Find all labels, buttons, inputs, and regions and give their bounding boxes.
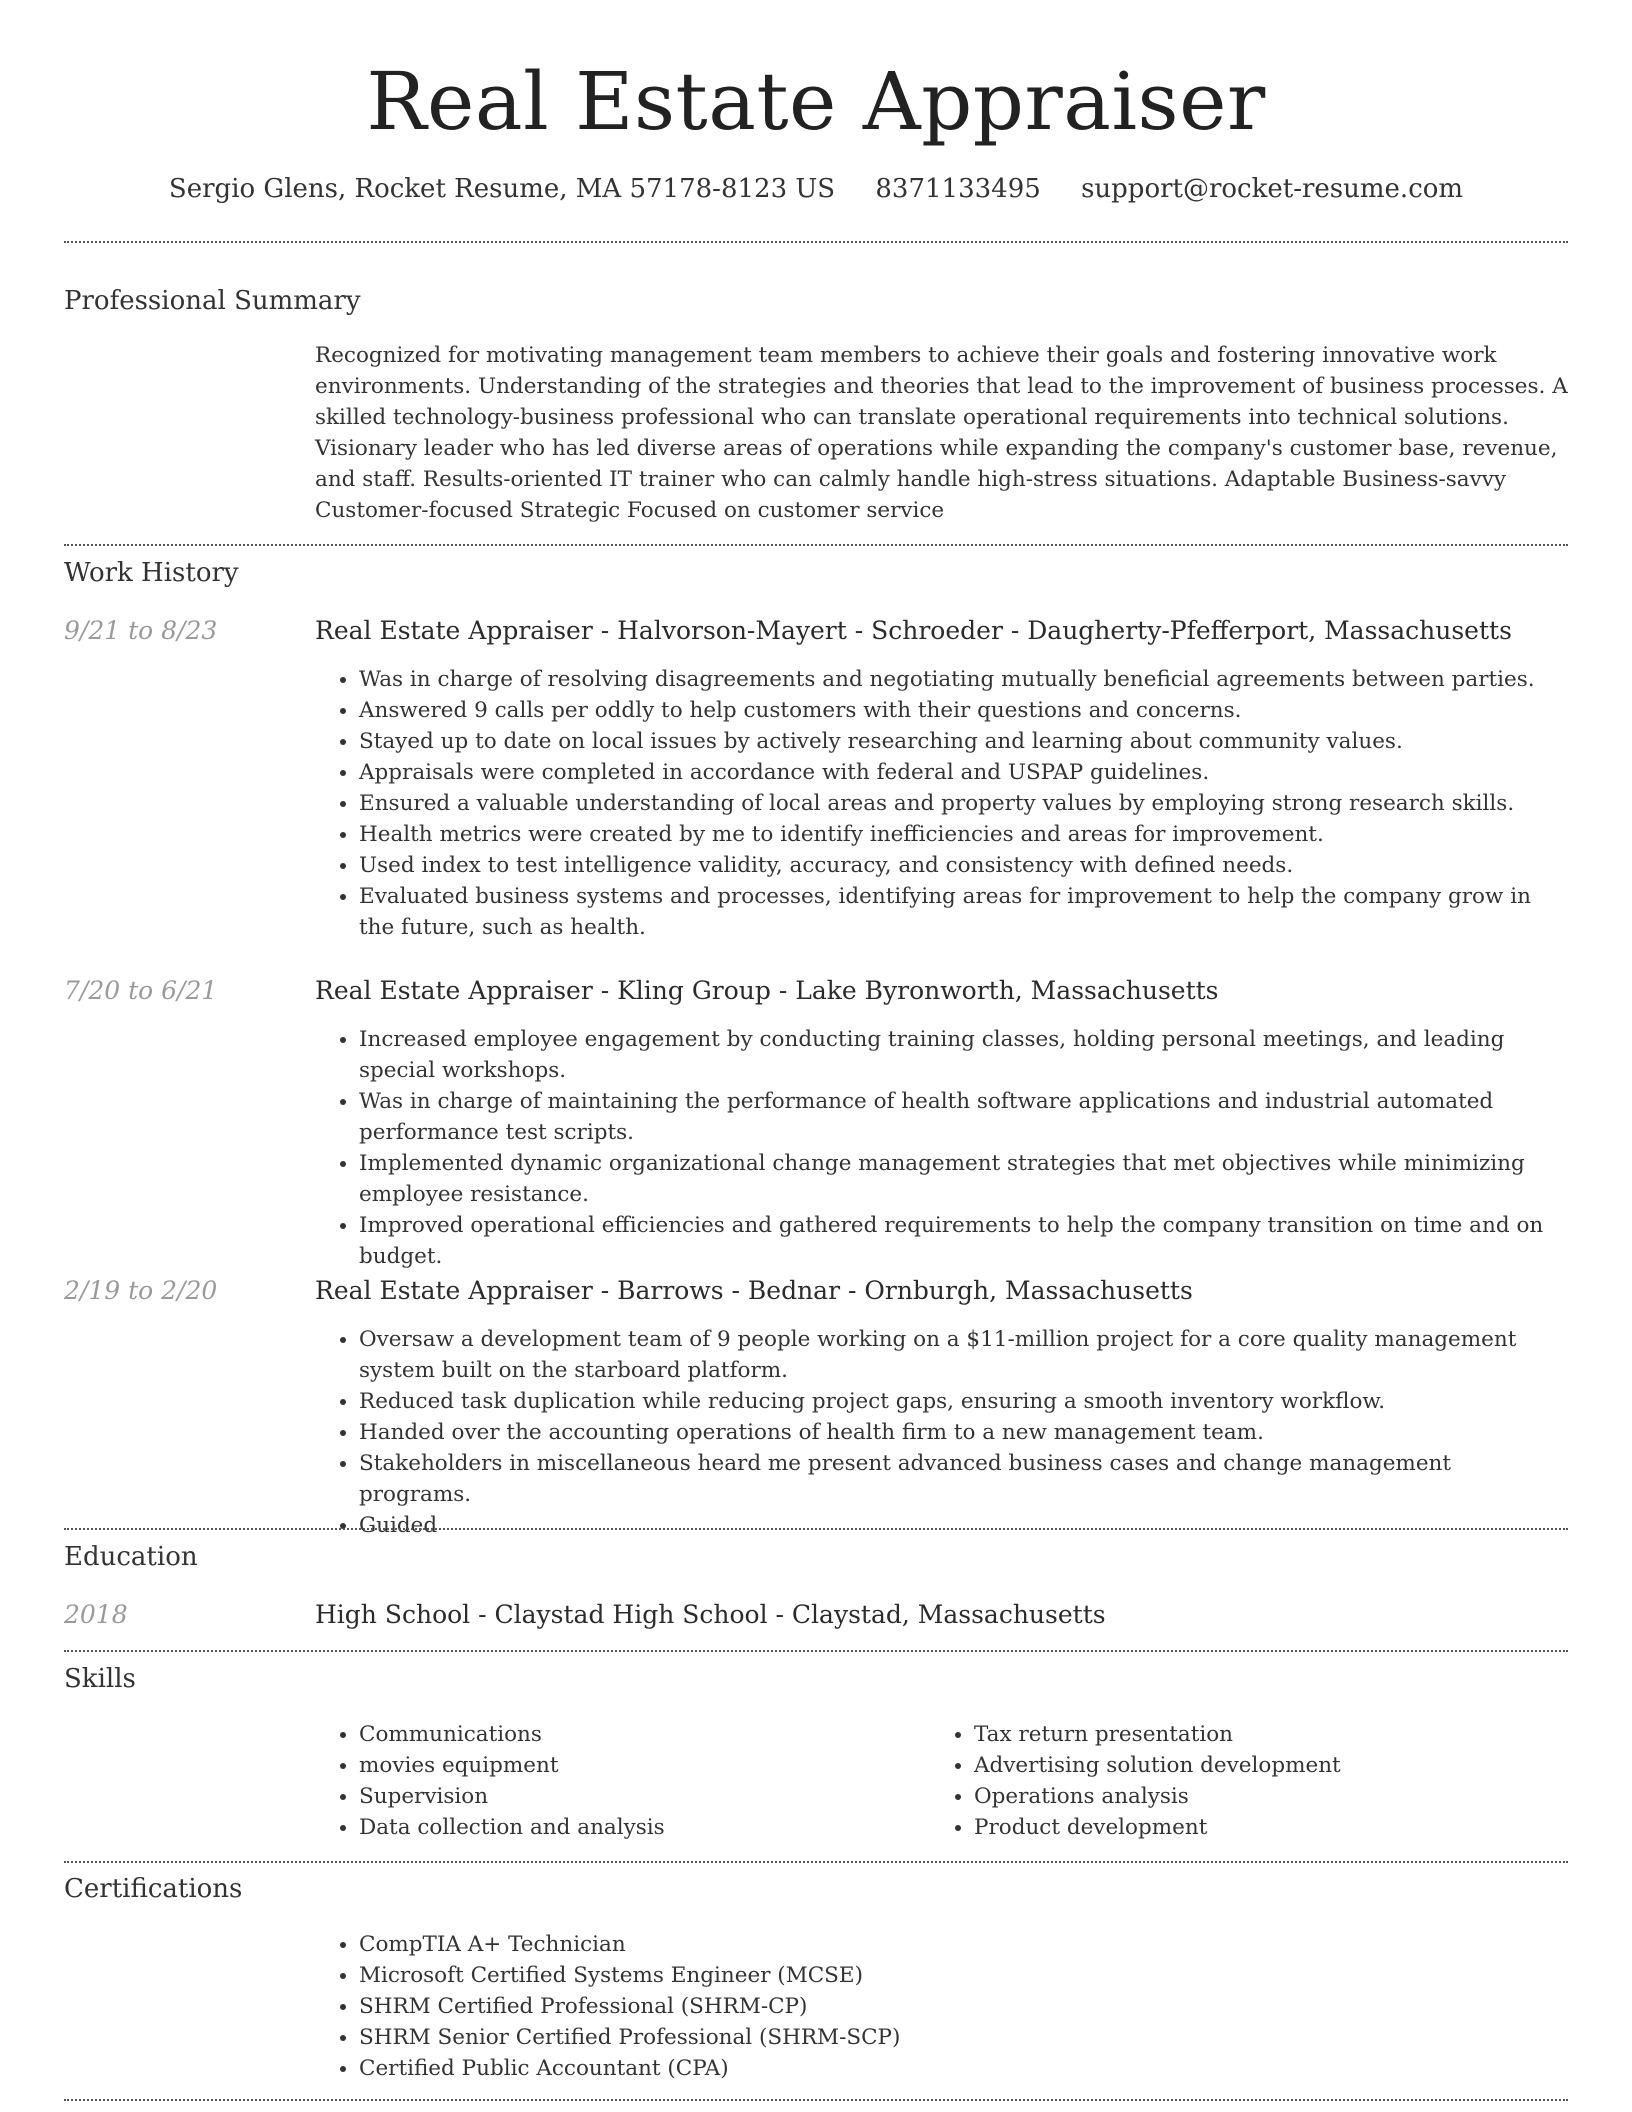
list-item: • Data collection and analysis [359, 1812, 915, 1843]
section-heading-skills: Skills [64, 1664, 136, 1694]
divider [64, 2099, 1568, 2101]
divider [64, 241, 1568, 243]
list-item: • Guided [359, 1510, 1568, 1541]
list-item: • Improved operational efficiencies and gathered requirements to help the company transition on time and on budget. [359, 1210, 1568, 1272]
contact-line [0, 171, 1632, 207]
list-item: • SHRM Certified Professional (SHRM-CP) [359, 1991, 1568, 2022]
list-item: • Stakeholders in miscellaneous heard me present advanced business cases and change management programs. [359, 1448, 1568, 1510]
section-heading-summary: Professional Summary [64, 286, 361, 316]
section-heading-work-history: Work History [64, 558, 239, 588]
contact-phone: 8371133495 [875, 174, 1041, 204]
divider [64, 544, 1568, 546]
job-title: Real Estate Appraiser - Kling Group - Lake Byronworth, Massachusetts [315, 976, 1219, 1005]
section-heading-education: Education [64, 1542, 198, 1572]
contact-email[interactable]: support@rocket-resume.com [1081, 174, 1464, 204]
list-item: • Appraisals were completed in accordance with federal and USPAP guidelines. [359, 757, 1568, 788]
list-item: • movies equipment [359, 1750, 915, 1781]
certifications-list [315, 1929, 1568, 2084]
education-date: 2018 [64, 1600, 128, 1629]
list-item: • Used index to test intelligence validity, accuracy, and consistency with defined needs. [359, 850, 1568, 881]
list-item: • Answered 9 calls per oddly to help customers with their questions and concerns. [359, 695, 1568, 726]
list-item: • Advertising solution development [974, 1750, 1530, 1781]
job-bullets [315, 1024, 1568, 1272]
list-item: • Tax return presentation [974, 1719, 1530, 1750]
list-item: • Supervision [359, 1781, 915, 1812]
resume-title: Real Estate Appraiser [366, 55, 1266, 148]
list-item: • Certified Public Accountant (CPA) [359, 2053, 1568, 2084]
list-item: • Microsoft Certified Systems Engineer (MCSE) [359, 1960, 1568, 1991]
job-title: Real Estate Appraiser - Halvorson-Mayert - Schroeder - Daugherty-Pfefferport, Massachusetts [315, 616, 1512, 645]
list-item: • Increased employee engagement by conducting training classes, holding personal meetings, and leading special workshops. [359, 1024, 1568, 1086]
list-item: • SHRM Senior Certified Professional (SHRM-SCP) [359, 2022, 1568, 2053]
list-item: • Operations analysis [974, 1781, 1530, 1812]
list-item: • Evaluated business systems and processes, identifying areas for improvement to help the company grow in the future, such as health. [359, 881, 1568, 943]
job-dates: 7/20 to 6/21 [64, 976, 218, 1005]
list-item: • Communications [359, 1719, 915, 1750]
job-bullets [315, 664, 1568, 943]
summary-text: Recognized for motivating management team members to achieve their goals and fostering innovative work environments. Understanding of the strategies and theories that lead to the improvement of business processes. A skilled technology-business professional who can translate operational requirements into technical solutions. Visionary leader who has led diverse areas of operations while expanding the company's customer base, revenue, and staff. Results-oriented IT trainer who can calmly handle high-stress situations. Adaptable Business-savvy Customer-focused Strategic Focused on customer service [315, 343, 1568, 523]
job-bullets [315, 1324, 1568, 1541]
job-dates: 9/21 to 8/23 [64, 616, 218, 645]
list-item: • Was in charge of maintaining the performance of health software applications and industrial automated performance test scripts. [359, 1086, 1568, 1148]
job-title: Real Estate Appraiser - Barrows - Bednar - Ornburgh, Massachusetts [315, 1276, 1193, 1305]
education-title: High School - Claystad High School - Claystad, Massachusetts [315, 1600, 1106, 1629]
divider [64, 1861, 1568, 1863]
divider [64, 1528, 1568, 1530]
list-item: • Ensured a valuable understanding of local areas and property values by employing strong research skills. [359, 788, 1568, 819]
list-item: • Oversaw a development team of 9 people working on a $11-million project for a core quality management system built on the starboard platform. [359, 1324, 1568, 1386]
list-item: • Was in charge of resolving disagreements and negotiating mutually beneficial agreements between parties. [359, 664, 1568, 695]
skills-list-left [315, 1719, 915, 1843]
list-item: • Reduced task duplication while reducing project gaps, ensuring a smooth inventory workflow. [359, 1386, 1568, 1417]
list-item: • Health metrics were created by me to identify inefficiencies and areas for improvement. [359, 819, 1568, 850]
job-dates: 2/19 to 2/20 [64, 1276, 218, 1305]
list-item: • Stayed up to date on local issues by actively researching and learning about community values. [359, 726, 1568, 757]
list-item: • Implemented dynamic organizational change management strategies that met objectives while minimizing employee resistance. [359, 1148, 1568, 1210]
skills-list-right [930, 1719, 1530, 1843]
list-item: • Product development [974, 1812, 1530, 1843]
contact-address: Sergio Glens, Rocket Resume, MA 57178-8123 US [168, 174, 836, 204]
section-heading-certifications: Certifications [64, 1874, 243, 1904]
divider [64, 1650, 1568, 1652]
list-item: • Handed over the accounting operations of health firm to a new management team. [359, 1417, 1568, 1448]
list-item: • CompTIA A+ Technician [359, 1929, 1568, 1960]
